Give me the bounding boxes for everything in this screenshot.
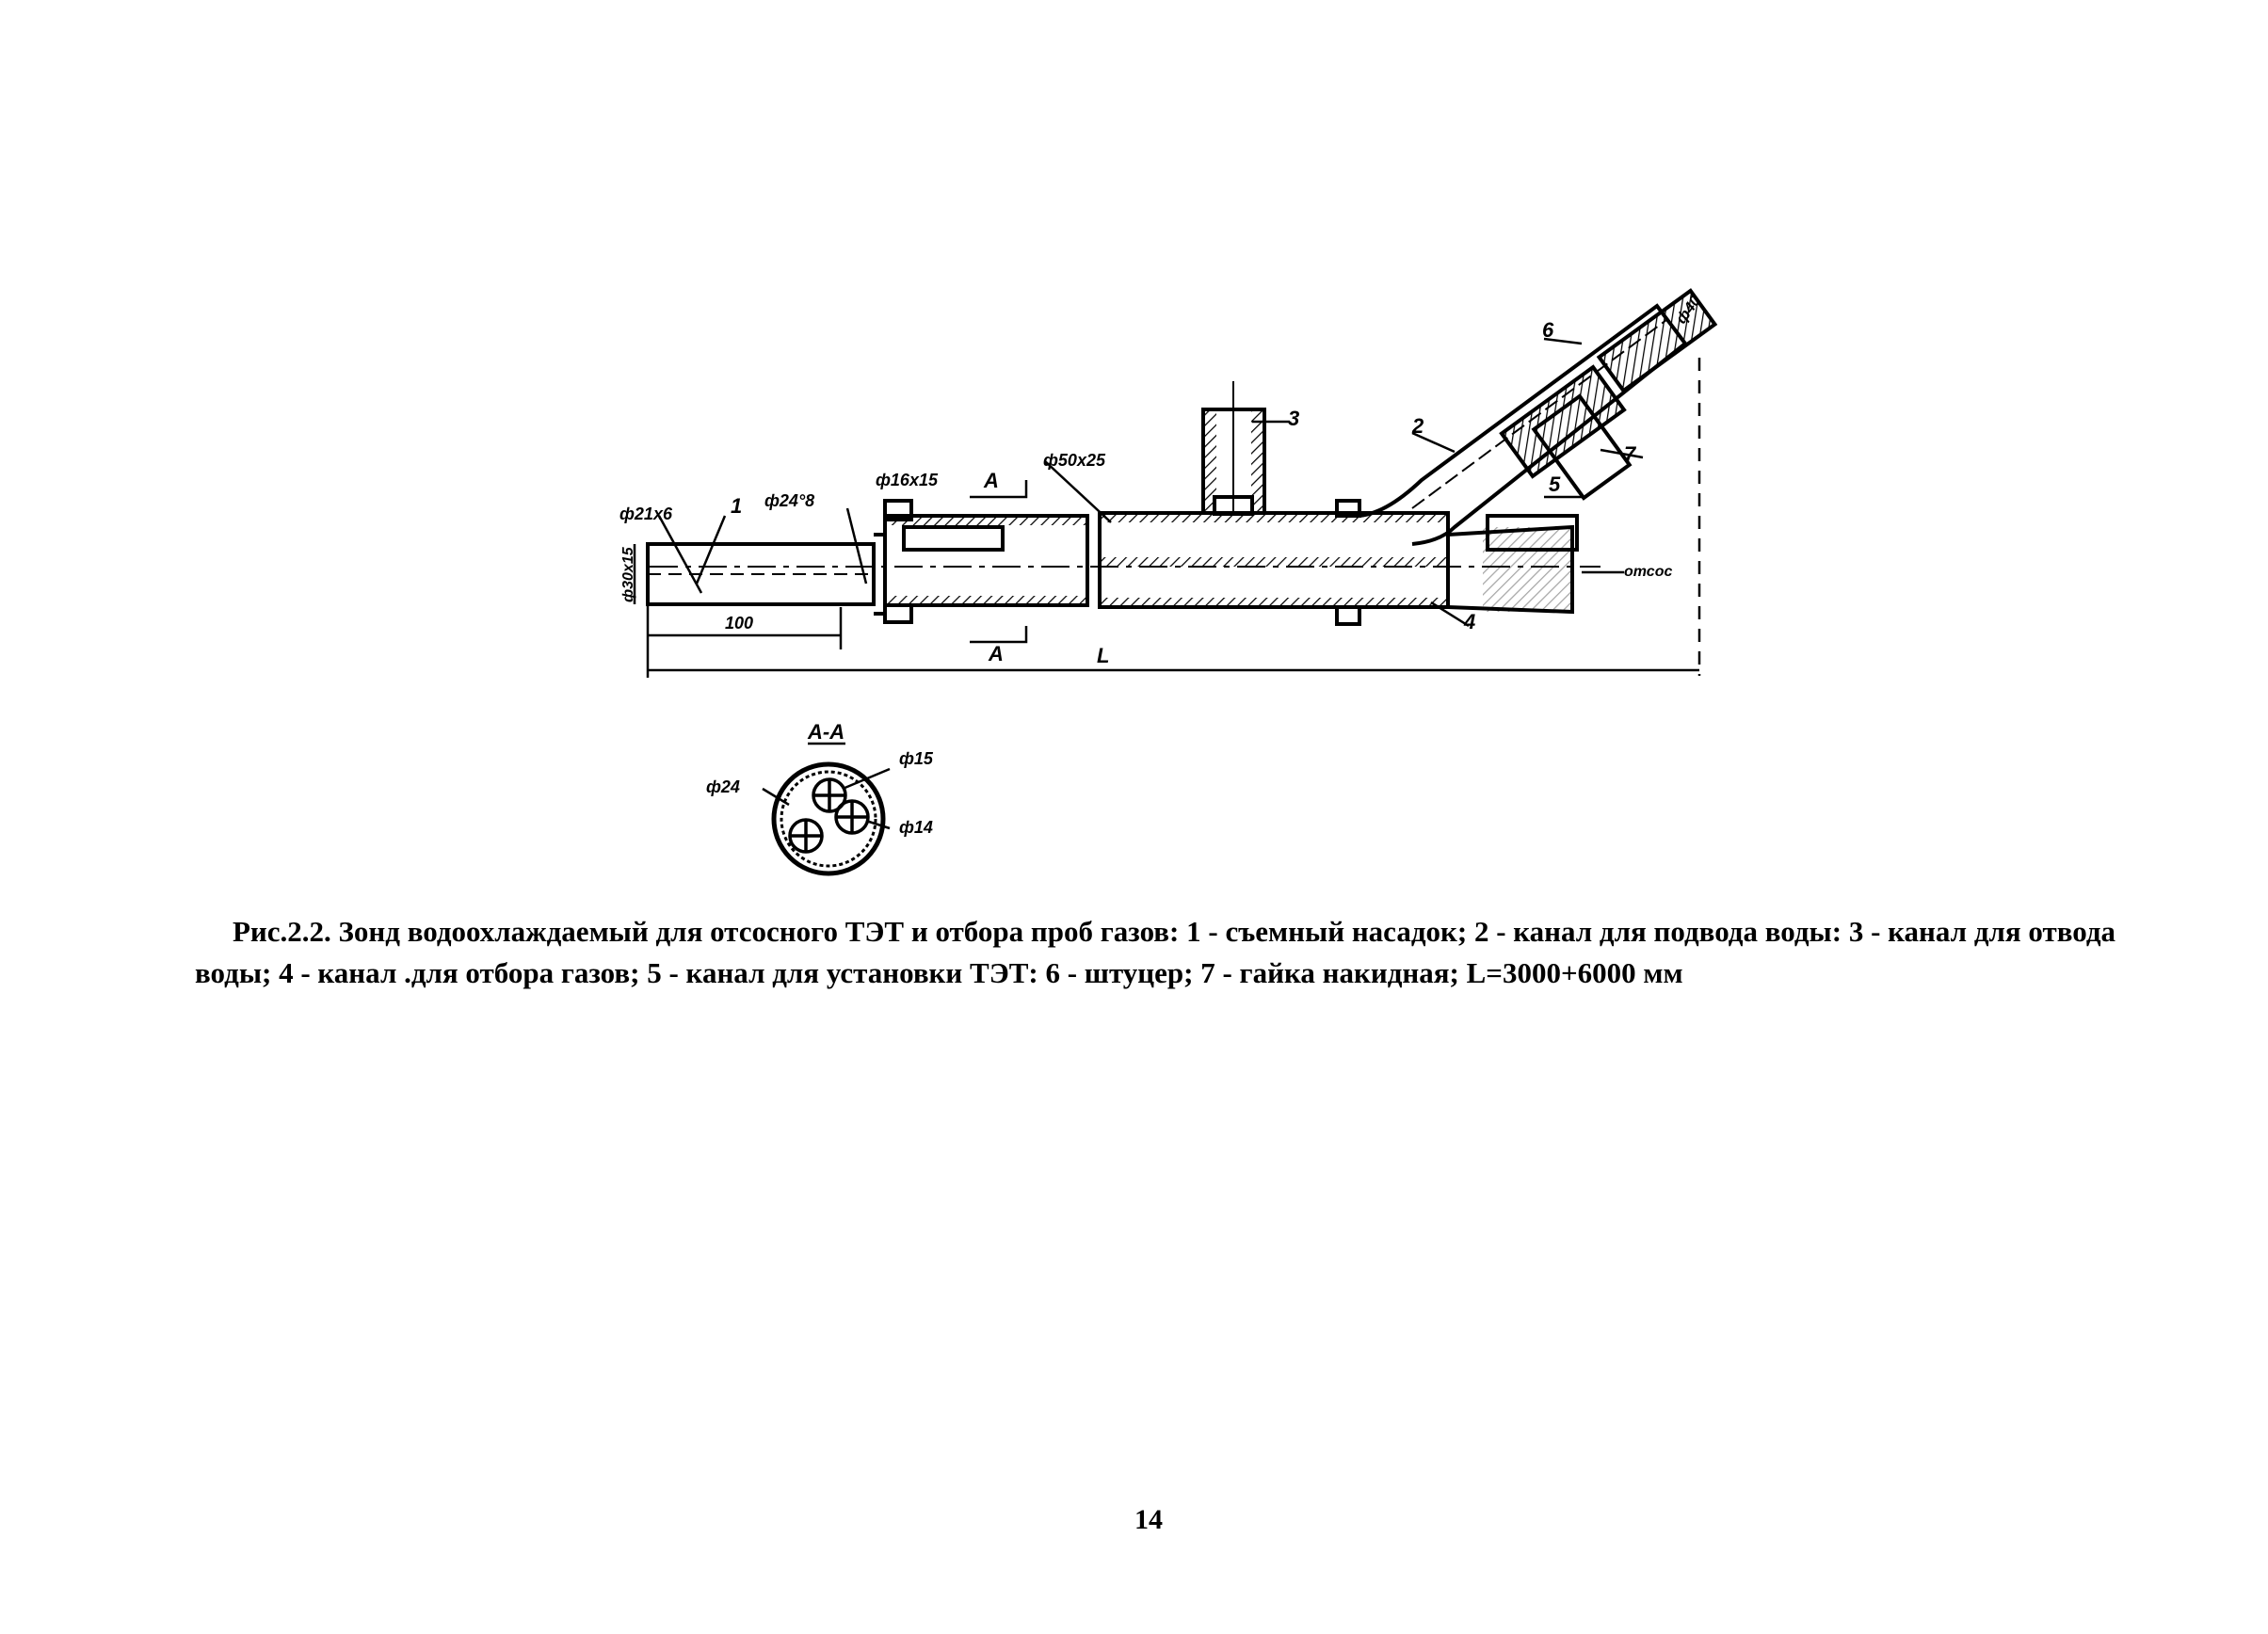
label-part-2: 2: [1412, 414, 1424, 438]
label-d-pipe: ф30х15: [620, 547, 636, 602]
section-d-tube-a: ф15: [899, 749, 933, 768]
label-part-5: 5: [1549, 473, 1561, 496]
label-d-inner: ф16х15: [876, 471, 938, 489]
label-d-fitting: ф40: [1673, 293, 1705, 328]
label-d-bend: ф24°8: [764, 491, 815, 510]
fitting: [1502, 367, 1624, 476]
label-outlet: отсос: [1624, 564, 1673, 580]
figure-caption: Рис.2.2. Зонд водоохлаждаемый для отсосного ТЭТ и отбора проб газов: 1 - съемный насадок; 2 - канал для подвода воды: 3 - канал для отвода воды; 4 - канал .для отбора газов; 5 - канал для установки ТЭТ: 6 - штуцер; 7 - гайка накидная; L=3000+6000 мм: [195, 915, 2116, 989]
label-section-top: А: [984, 469, 999, 492]
label-part-7: 7: [1624, 442, 1636, 466]
label-dim-L: L: [1097, 644, 1110, 667]
section-a-a: [706, 720, 934, 873]
label-part-6: 6: [1542, 318, 1554, 342]
label-d-main: ф50х25: [1043, 451, 1105, 470]
section-d-tube-b: ф14: [899, 818, 933, 837]
label-section-bottom: А: [989, 642, 1004, 665]
label-part-4: 4: [1464, 610, 1476, 633]
label-d-tip: ф21х6: [619, 505, 672, 523]
label-dim-100: 100: [725, 614, 754, 633]
page-number: 14: [1134, 1504, 1163, 1535]
label-part-3: 3: [1288, 407, 1300, 430]
label-part-1: 1: [731, 494, 743, 518]
section-d-outer: ф24: [706, 777, 740, 796]
section-title: А-А: [808, 720, 845, 744]
